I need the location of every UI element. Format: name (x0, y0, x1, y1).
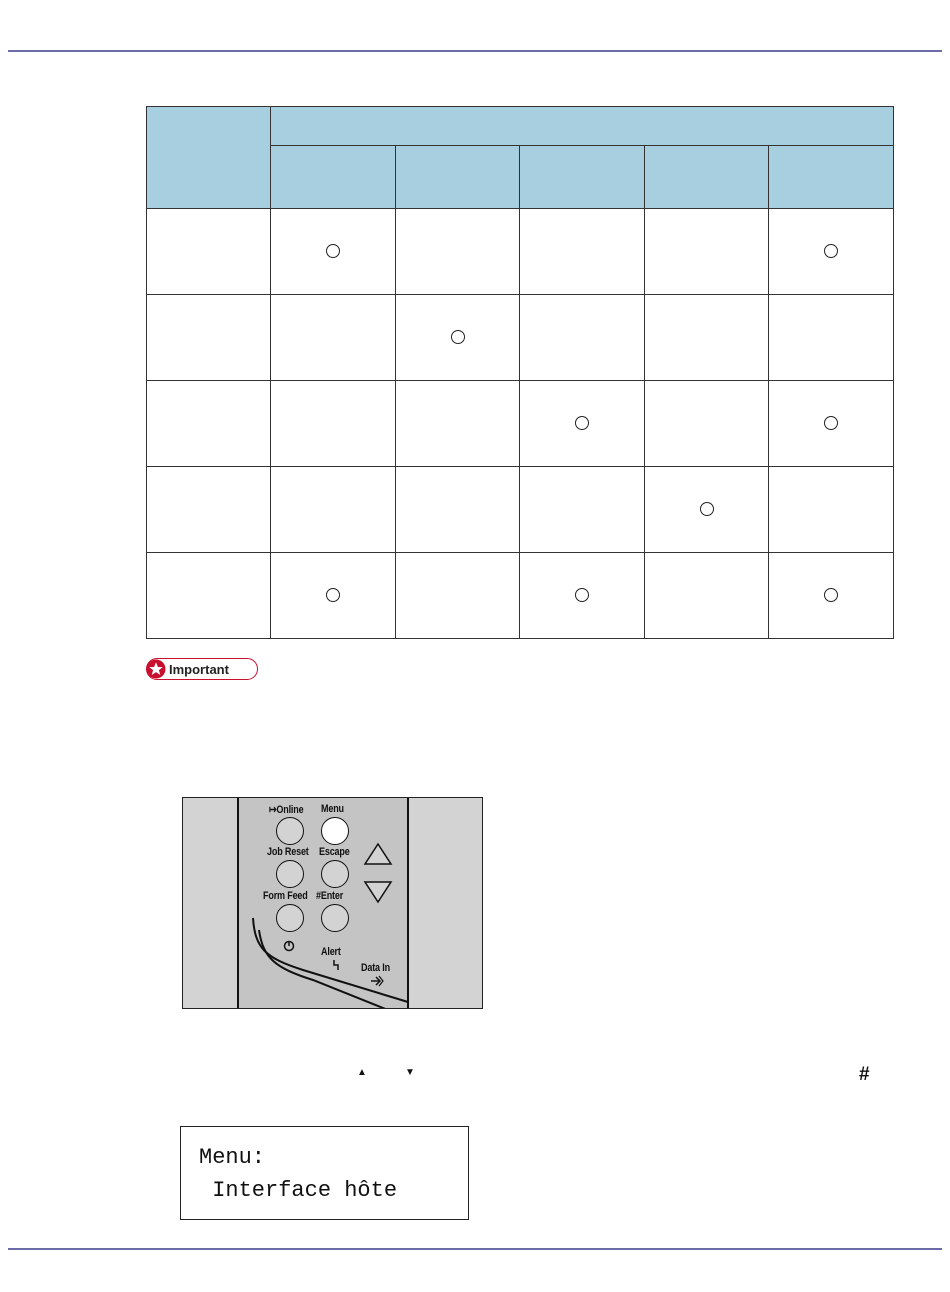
lcd-display (180, 1126, 469, 1220)
table-row (147, 553, 894, 639)
table-cell (396, 209, 520, 295)
escape-button[interactable] (321, 860, 349, 888)
table-cell (271, 295, 396, 381)
circle-mark-icon (326, 244, 340, 258)
table-cell (396, 381, 520, 467)
down-arrow-icon: ▼ (405, 1067, 415, 1078)
bottom-rule (8, 1248, 942, 1250)
table-row (147, 295, 894, 381)
lcd-line-1: Menu: (199, 1145, 266, 1170)
circle-mark-icon (700, 502, 714, 516)
table-cell (520, 381, 645, 467)
table-cell (271, 553, 396, 639)
data-in-icon (370, 975, 384, 987)
table-cell (271, 467, 396, 553)
up-arrow-icon: ▲ (357, 1067, 367, 1078)
row-label (147, 295, 271, 381)
row-label (147, 553, 271, 639)
table-cell (645, 209, 769, 295)
form-feed-button[interactable] (276, 904, 304, 932)
control-panel-illustration (182, 797, 483, 1009)
compatibility-table (146, 106, 894, 639)
job-reset-button[interactable] (276, 860, 304, 888)
important-badge (146, 658, 258, 680)
table-cell (520, 467, 645, 553)
escape-label: Escape (319, 846, 350, 858)
table-row (147, 381, 894, 467)
online-label: ↦Online (269, 804, 304, 816)
circle-mark-icon (824, 588, 838, 602)
table-cell (769, 467, 894, 553)
enter-button[interactable] (321, 904, 349, 932)
circle-mark-icon (451, 330, 465, 344)
star-badge-icon (146, 659, 166, 679)
menu-label: Menu (321, 803, 344, 815)
menu-button[interactable] (321, 817, 349, 845)
row-label (147, 209, 271, 295)
table-cell (645, 381, 769, 467)
circle-mark-icon (575, 588, 589, 602)
important-label: Important (169, 661, 229, 677)
table-cell (769, 381, 894, 467)
table-cell (520, 295, 645, 381)
circle-mark-icon (824, 244, 838, 258)
top-rule (8, 50, 942, 52)
table-cell (769, 553, 894, 639)
table-header-top (271, 107, 894, 146)
table-cell (396, 553, 520, 639)
enter-label: #Enter (316, 890, 344, 902)
table-cell (645, 467, 769, 553)
table-row (147, 209, 894, 295)
table-cell (396, 467, 520, 553)
column-header (769, 146, 894, 209)
circle-mark-icon (326, 588, 340, 602)
data-in-label: Data In (361, 962, 390, 974)
hash-icon: # (859, 1064, 870, 1085)
circle-mark-icon (575, 416, 589, 430)
column-header (271, 146, 396, 209)
row-label (147, 467, 271, 553)
column-header (396, 146, 520, 209)
form-feed-label: Form Feed (263, 890, 308, 902)
table-header-left (147, 107, 271, 209)
lightning-icon (331, 959, 341, 971)
column-header (520, 146, 645, 209)
table-cell (520, 209, 645, 295)
table-cell (769, 295, 894, 381)
table-cell (271, 381, 396, 467)
circle-mark-icon (824, 416, 838, 430)
column-header (645, 146, 769, 209)
table-row (147, 467, 894, 553)
job-reset-label: Job Reset (267, 846, 309, 858)
table-cell (769, 209, 894, 295)
table-cell (396, 295, 520, 381)
online-button[interactable] (276, 817, 304, 845)
table-cell (271, 209, 396, 295)
table-cell (520, 553, 645, 639)
alert-label: Alert (321, 946, 341, 958)
table-cell (645, 553, 769, 639)
power-icon (283, 940, 295, 952)
lcd-line-2: Interface hôte (199, 1178, 398, 1203)
table-cell (645, 295, 769, 381)
row-label (147, 381, 271, 467)
